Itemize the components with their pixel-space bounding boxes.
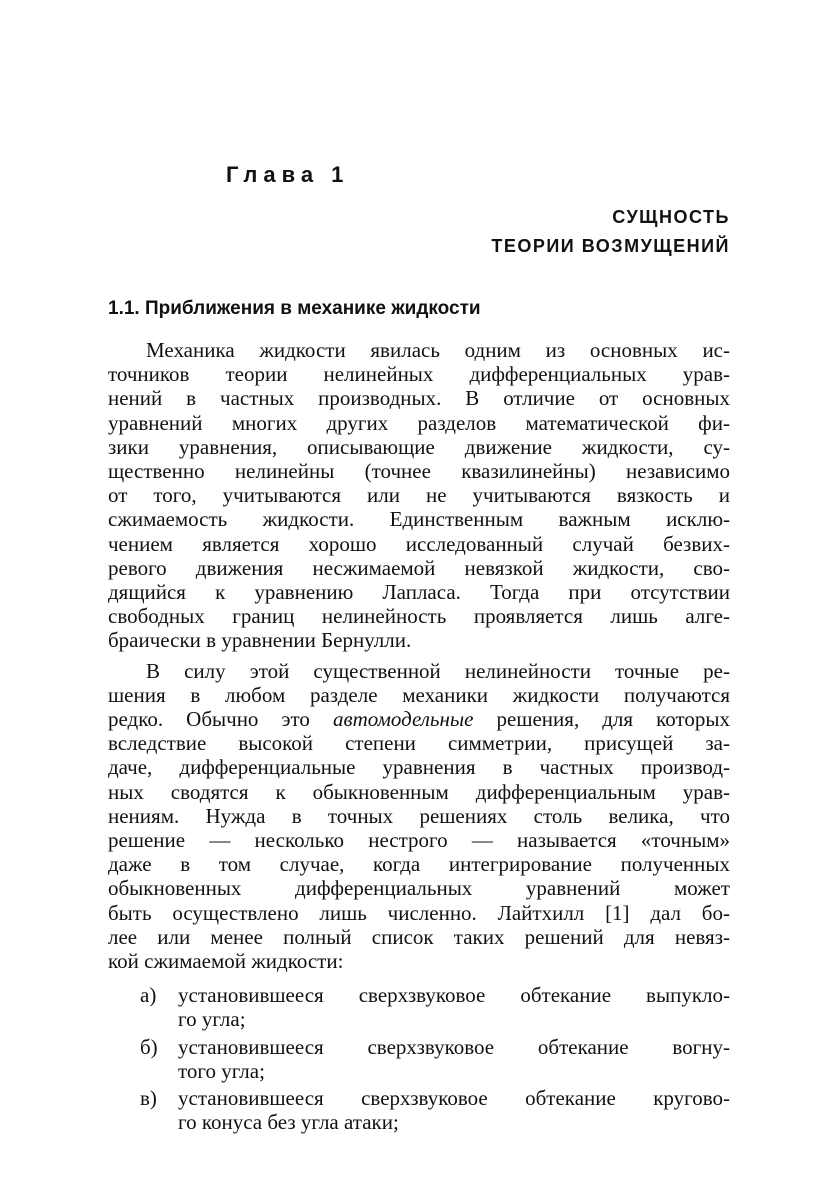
- text-line: В силу этой существенной нелинейности точные ре-: [146, 658, 730, 683]
- text-line: дящийся к уравнению Лапласа. Тогда при отсутствии: [108, 580, 730, 605]
- text-line: вследствие высокой степени симметрии, присущей за-: [108, 731, 730, 756]
- text-line: обыкновенных дифференциальных уравнений может: [108, 876, 730, 901]
- text-line: точников теории нелинейных дифференциальных урав-: [108, 362, 730, 387]
- paragraph-2: [108, 659, 730, 974]
- text-line: шения в любом разделе механики жидкости получаются: [108, 682, 730, 707]
- list-item-c: [108, 1086, 730, 1134]
- text-line: решение — несколько нестрого — называется «точным»: [108, 828, 730, 853]
- list-item-b: [108, 1035, 730, 1083]
- text-line: щественно нелинейны (точнее квазилинейны) независимо: [108, 459, 730, 484]
- text-line: быть осуществлено лишь численно. Лайтхилл [1] дал бо-: [108, 900, 730, 925]
- chapter-title-line-1: СУЩНОСТЬ: [612, 207, 730, 227]
- text-line: даже в том случае, когда интегрирование полученных: [108, 852, 730, 877]
- text-line: лее или менее полный список таких решений для невяз-: [108, 924, 730, 949]
- list-item-text: установившееся сверхзвуковое обтекание вогну-: [178, 1034, 730, 1059]
- list-item-text: го угла;: [178, 1007, 246, 1032]
- text-fragment: редко. Обычно это: [108, 707, 333, 732]
- text-line: нениям. Нужда в точных решениях столь велика, что: [108, 803, 730, 828]
- text-line: свободных границ нелинейность проявляется лишь алге-: [108, 604, 730, 629]
- text-line: ных сводятся к обыкновенным дифференциальным урав-: [108, 779, 730, 804]
- list-marker: в): [140, 1086, 157, 1111]
- chapter-title-line-2: ТЕОРИИ ВОЗМУЩЕНИЙ: [491, 236, 730, 256]
- list-marker: а): [140, 983, 157, 1008]
- chapter-label: Глава 1: [226, 162, 350, 187]
- list-item-a: [108, 983, 730, 1031]
- list-item-text: установившееся сверхзвуковое обтекание кругово-: [178, 1086, 730, 1111]
- text-line: Механика жидкости явилась одним из основных ис-: [146, 338, 730, 362]
- text-line: кой сжимаемой жидкости:: [108, 949, 344, 974]
- text-line: чением является хорошо исследованный случай безвих-: [108, 531, 730, 556]
- body-text: [108, 338, 730, 1138]
- text-line: нений в частных производных. В отличие от основных: [108, 386, 730, 411]
- text-line: ревого движения несжимаемой невязкой жидкости, сво-: [108, 555, 730, 580]
- text-fragment: решения, для которых: [473, 707, 730, 732]
- paragraph-1: [108, 338, 730, 653]
- section-heading: 1.1. Приближения в механике жидкости: [108, 298, 481, 319]
- chapter-title: [491, 203, 730, 261]
- list-item-text: того угла;: [178, 1058, 265, 1083]
- text-line: уравнений многих других разделов математической фи-: [108, 410, 730, 435]
- text-line: даче, дифференциальные уравнения в частных производ-: [108, 755, 730, 780]
- list-marker: б): [140, 1034, 158, 1059]
- text-line: сжимаемость жидкости. Единственным важным исклю-: [108, 507, 730, 532]
- italic-term: автомодельные: [332, 707, 474, 732]
- list-item-text: го конуса без угла атаки;: [178, 1110, 399, 1135]
- text-line: зики уравнения, описывающие движение жидкости, су-: [108, 434, 730, 459]
- solutions-list: [108, 983, 730, 1134]
- text-line: браически в уравнении Бернулли.: [108, 628, 412, 653]
- text-line: от того, учитываются или не учитываются вязкость и: [108, 483, 730, 508]
- text-line-with-italic: [108, 707, 730, 731]
- list-item-text: установившееся сверхзвуковое обтекание выпукло-: [178, 983, 730, 1008]
